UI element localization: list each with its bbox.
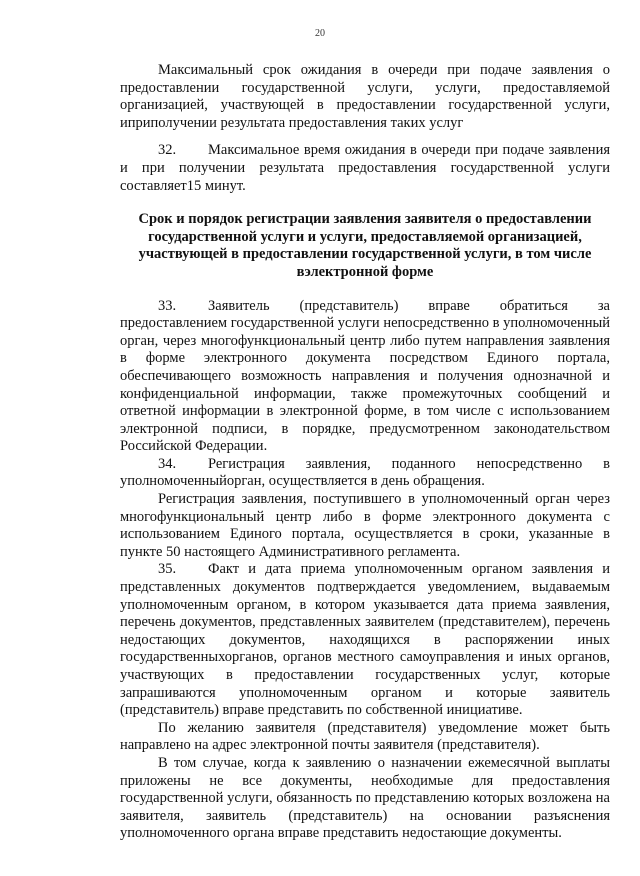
item-number: 35.	[158, 561, 177, 578]
item-35	[120, 561, 610, 719]
item-number: 32.	[158, 142, 177, 159]
item-text: Регистрация заявления, поданного непосредственно в уполномоченныйорган, осуществляется в день обращения.	[120, 455, 610, 490]
page-number: 20	[315, 28, 325, 39]
section-heading: Срок и порядок регистрации заявления заявителя о предоставлении государственной услуги и услуги, предоставляемой организацией, участвующей в предоставлении государственной услуги, в том числе вэлектронной форме	[138, 211, 592, 280]
item-32	[120, 142, 610, 195]
item-34	[120, 456, 610, 491]
paragraph-35-email: По желанию заявителя (представителя) уведомление может быть направлено на адрес электронной почты заявителя (представителя).	[120, 719, 610, 754]
item-text: Заявитель (представитель) вправе обратиться за предоставлением государственной услуги непосредственно в уполномоченный орган, через многофункциональный центр либо путем направления заявления в форме электронного документа посредством Единого портала, обеспечивающего возможность направления и получения однозначной и конфиденциальной информации, также промежуточных сообщений и ответной информации в электронной форме, в том числе с использованием электронной подписи, в порядке, предусмотренном законодательством Российской Федерации.	[120, 297, 610, 455]
paragraph-35-missing-docs: В том случае, когда к заявлению о назначении ежемесячной выплаты приложены не все документы, необходимые для предоставления государственной услуги, обязанность по представлению которых возложена на заявителя, заявитель (представитель) на основании разъяснения уполномоченного органа вправе представить недостающие документы.	[120, 754, 610, 842]
document-body	[120, 62, 610, 843]
paragraph-34-registration: Регистрация заявления, поступившего в уполномоченный орган через многофункциональный центр либо в форме электронного документа с использованием Единого портала, осуществляется в сроки, указанные в пункте 50 настоящего Административного регламента.	[120, 491, 610, 560]
item-number: 33.	[158, 297, 177, 314]
item-33	[120, 298, 610, 456]
item-number: 34.	[158, 455, 177, 472]
item-text: Максимальное время ожидания в очереди при подаче заявления и при получении результата предоставления государственной услуги составляет15 минут.	[120, 142, 610, 194]
paragraph-max-wait-title: Максимальный срок ожидания в очереди при подаче заявления о предоставлении государственной услуги, услуги, предоставляемой организацией, участвующей в предоставлении государственной услуги, иприполучении результата предоставления таких услуг	[120, 62, 610, 131]
item-text: Факт и дата приема уполномоченным органом заявления и представленных документов подтверждается уведомлением, выдаваемым уполномоченным органом, в котором указывается дата приема заявления, перечень документов, представленных заявителем (представителем), перечень недостающих документов, находящихся в распоряжении иных государственныхорганов, органов местного самоуправления и иных органов, участвующих в предоставлении государственных услуг, которые запрашиваются уполномоченным органом и которые заявитель (представитель) вправе представить по собственной инициативе.	[120, 561, 610, 719]
